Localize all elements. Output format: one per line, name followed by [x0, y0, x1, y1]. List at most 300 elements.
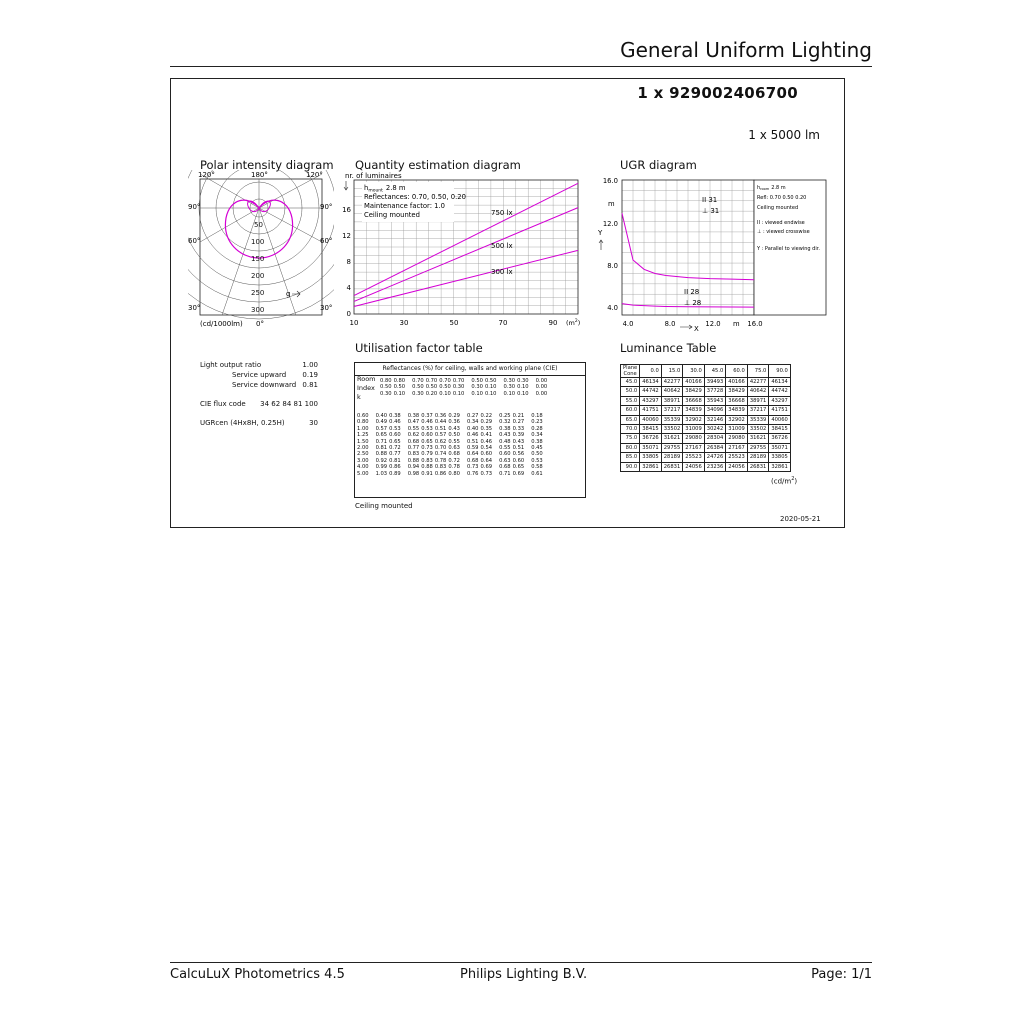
luminance-row [621, 425, 791, 434]
luminance-cone-cell: 90.0 [621, 462, 640, 471]
luminance-value-cell: 36668 [683, 396, 705, 405]
uf-value-cell: 0.99 [375, 464, 388, 471]
uf-value-cell: 0.47 [407, 419, 420, 426]
uf-value-cell: 0.86 [389, 464, 401, 471]
luminance-value-cell: 29755 [747, 443, 769, 452]
luminance-value-cell: 42277 [661, 378, 683, 387]
luminance-value-cell: 43297 [769, 396, 791, 405]
luminance-value-cell: 32902 [726, 415, 748, 424]
uf-value-cell: 0.21 [512, 413, 525, 419]
uf-value-cell: 0.83 [434, 464, 447, 471]
quantity-info-mounting: Ceiling mounted [364, 211, 420, 219]
uf-value-cell: 0.65 [389, 438, 401, 445]
uf-value-cell: 0.71 [499, 470, 511, 477]
stat-label: Service downward [232, 381, 297, 389]
uf-room-index-line: Index [357, 384, 375, 392]
luminance-value-cell: 24056 [726, 462, 748, 471]
luminance-value-cell: 35339 [747, 415, 769, 424]
footer-software: CalcuLuX Photometrics 4.5 [170, 967, 345, 982]
uf-value-cell: 0.89 [389, 470, 401, 477]
uf-room-index-line: k [357, 393, 361, 401]
uf-value-cell: 0.51 [466, 438, 479, 445]
uf-value-cell: 0.33 [512, 425, 525, 432]
ugr-x-axis-label: X [694, 325, 699, 333]
luminance-value-cell: 37217 [747, 406, 769, 415]
uf-value-cell: 0.88 [375, 451, 388, 458]
uf-reflectance-cell: 0.70 [425, 378, 438, 384]
uf-value-cell: 0.62 [407, 432, 420, 439]
uf-value-cell: 0.46 [389, 419, 401, 426]
uf-reflectance-cell: 0.10 [503, 390, 516, 397]
luminance-value-cell: 29080 [726, 434, 748, 443]
luminance-value-cell: 34839 [683, 406, 705, 415]
uf-value-row [356, 464, 544, 470]
uf-value-cell: 0.55 [407, 425, 420, 432]
luminance-value-cell: 31009 [683, 425, 705, 434]
quantity-series-label-500: 500 lx [491, 242, 513, 250]
uf-value-cell: 0.36 [448, 419, 460, 426]
issue-date: 2020-05-21 [780, 515, 821, 523]
uf-value-cell: 0.94 [407, 464, 420, 471]
luminance-value-cell: 28189 [747, 453, 769, 462]
uf-value-cell: 0.28 [531, 425, 543, 432]
uf-value-cell: 0.35 [480, 425, 493, 432]
uf-reflectance-row [379, 391, 548, 397]
uf-value-cell: 0.43 [499, 432, 511, 439]
uf-value-cell: 0.34 [466, 419, 479, 426]
uf-room-index-line: Room [357, 375, 376, 383]
luminance-value-cell: 35071 [640, 443, 662, 452]
uf-value-cell: 0.58 [531, 464, 543, 471]
uf-value-cell: 0.39 [512, 432, 525, 439]
luminance-value-cell: 35071 [769, 443, 791, 452]
luminance-value-cell: 34096 [704, 406, 726, 415]
quantity-y-tick: 12 [342, 232, 351, 240]
uf-values-grid [356, 413, 544, 477]
uf-room-index-cell: 1.00 [357, 425, 369, 432]
uf-value-cell: 0.56 [512, 451, 525, 458]
uf-value-cell: 0.81 [389, 457, 401, 464]
uf-reflectance-cell: 0.10 [517, 384, 529, 391]
uf-value-cell: 0.69 [512, 470, 525, 477]
ugr-x-tick: 12.0 [705, 320, 721, 328]
uf-value-cell: 1.03 [375, 470, 388, 477]
quantity-ylabel: nr. of luminaires [345, 172, 402, 180]
uf-reflectance-cell: 0.30 [412, 390, 424, 397]
uf-value-cell: 0.91 [421, 470, 433, 477]
luminance-row [621, 387, 791, 396]
uf-value-cell: 0.41 [480, 432, 493, 439]
polar-radial-label: 50 [254, 221, 263, 229]
quantity-series-label-300: 300 lx [491, 268, 513, 276]
uf-value-cell: 0.72 [389, 445, 401, 452]
polar-diagram [188, 170, 334, 332]
uf-value-cell: 0.68 [466, 457, 479, 464]
luminance-value-cell: 28189 [661, 453, 683, 462]
luminance-row [621, 462, 791, 471]
uf-value-cell: 0.40 [466, 425, 479, 432]
luminance-value-cell: 34839 [726, 406, 748, 415]
ugr-y-unit: m [608, 200, 615, 208]
luminance-col-header: 60.0 [726, 365, 748, 378]
uf-value-cell: 0.60 [421, 432, 433, 439]
ugr-y-tick: 16.0 [602, 177, 618, 185]
uf-value-cell: 0.74 [434, 451, 447, 458]
uf-room-index-cell: 2.50 [357, 451, 369, 458]
uf-room-index-cell: 5.00 [357, 470, 369, 477]
uf-value-cell: 0.63 [499, 457, 511, 464]
luminance-value-cell: 41751 [640, 406, 662, 415]
footer-page: Page: 1/1 [811, 967, 872, 982]
uf-value-cell: 0.76 [466, 470, 479, 477]
uf-value-cell: 0.46 [480, 438, 493, 445]
luminance-value-cell: 32902 [683, 415, 705, 424]
luminance-value-cell: 30242 [704, 425, 726, 434]
luminance-value-cell: 46134 [640, 378, 662, 387]
luminance-value-cell: 31621 [747, 434, 769, 443]
luminance-value-cell: 32146 [704, 415, 726, 424]
luminance-value-cell: 25523 [683, 453, 705, 462]
luminance-value-cell: 36668 [726, 396, 748, 405]
uf-value-cell: 0.46 [421, 419, 433, 426]
luminance-value-cell: 41751 [769, 406, 791, 415]
ugr-x-tick: 8.0 [664, 320, 676, 328]
polar-angle-right-60: 60° [320, 237, 333, 245]
quantity-series-label-750: 750 lx [491, 209, 513, 217]
uf-value-cell: 0.70 [434, 445, 447, 452]
luminance-value-cell: 24056 [683, 462, 705, 471]
luminance-col-header: 75.0 [747, 365, 769, 378]
uf-value-cell: 0.22 [480, 413, 493, 419]
ugr-bottom-endwise-label: II 28 [684, 288, 700, 296]
luminance-row [621, 434, 791, 443]
luminance-value-cell: 38971 [661, 396, 683, 405]
stat-label: Service upward [232, 371, 287, 379]
uf-room-index-cell: 3.00 [357, 457, 369, 464]
luminance-value-cell: 25523 [726, 453, 748, 462]
uf-reflectance-cell: 0.10 [452, 390, 465, 397]
luminance-corner-cell: Plane Cone [621, 365, 640, 378]
uf-value-cell: 0.83 [421, 457, 433, 464]
uf-value-cell: 0.48 [499, 438, 511, 445]
product-code: 1 x 929002406700 [637, 84, 798, 102]
luminance-value-cell: 43297 [640, 396, 662, 405]
uf-reflectance-cell: 0.70 [452, 378, 465, 384]
uf-value-cell: 0.86 [434, 470, 447, 477]
luminance-col-header: 45.0 [704, 365, 726, 378]
luminance-header-row [621, 365, 791, 378]
ugr-y-arrow-icon [599, 240, 603, 250]
uf-value-cell: 0.23 [531, 419, 543, 426]
luminance-value-cell: 36726 [640, 434, 662, 443]
quantity-x-tick: 10 [349, 319, 359, 327]
luminance-value-cell: 24726 [704, 453, 726, 462]
uf-reflectance-cell: 0.10 [484, 384, 497, 391]
uf-value-cell: 0.54 [480, 445, 493, 452]
luminance-row [621, 415, 791, 424]
stat-value: 0.81 [302, 381, 318, 389]
luminance-value-cell: 26831 [747, 462, 769, 471]
uf-value-cell: 0.98 [407, 470, 420, 477]
uf-value-cell: 0.77 [389, 451, 401, 458]
polar-angle-left-90: 90° [188, 203, 201, 211]
luminance-value-cell: 32861 [640, 462, 662, 471]
uf-reflectance-grid [379, 378, 548, 397]
uf-room-index-cell: 1.50 [357, 438, 369, 445]
luminance-value-cell: 38971 [747, 396, 769, 405]
ugr-x-unit: m [733, 320, 740, 328]
uf-value-cell: 0.29 [448, 413, 460, 419]
uf-value-cell: 0.38 [407, 413, 420, 419]
uf-value-cell: 0.81 [375, 445, 388, 452]
ugr-y-tick: 8.0 [607, 262, 618, 270]
uf-table-frame [354, 362, 586, 498]
uf-room-index-cell: 4.00 [357, 464, 369, 471]
photometric-stats [200, 360, 318, 428]
ugr-legend-hroom: $h_{room}$ 2.8 m [757, 185, 786, 191]
uf-value-cell: 0.78 [448, 464, 460, 471]
luminance-value-cell: 23236 [704, 462, 726, 471]
ugr-x-tick: 16.0 [747, 320, 763, 328]
ugr-legend-parallel: Y : Parallel to viewing dir. [757, 246, 820, 252]
uf-value-cell: 0.43 [512, 438, 525, 445]
luminance-value-cell: 26384 [704, 443, 726, 452]
ugr-legend-crosswise: ⊥ : viewed crosswise [757, 229, 810, 235]
uf-value-cell: 0.60 [480, 451, 493, 458]
uf-value-cell: 0.80 [448, 470, 460, 477]
uf-value-cell: 0.71 [375, 438, 388, 445]
ugr-x-arrow-icon [680, 325, 692, 329]
luminance-value-cell: 44742 [769, 387, 791, 396]
quantity-title: Quantity estimation diagram [355, 158, 521, 172]
ugr-top-crosswise-label: ⊥ 31 [702, 207, 720, 215]
uf-value-cell: 0.34 [531, 432, 543, 439]
uf-value-cell: 0.88 [407, 457, 420, 464]
luminance-unit: $(cd/m^2)$ [771, 476, 798, 486]
luminance-value-cell: 33805 [769, 453, 791, 462]
luminance-value-cell: 42277 [747, 378, 769, 387]
luminance-cone-cell: 65.0 [621, 415, 640, 424]
uf-value-cell: 0.88 [421, 464, 433, 471]
uf-reflectance-cell: 0.20 [425, 390, 438, 397]
stat-label: Light output ratio [200, 361, 262, 369]
stat-row [200, 380, 318, 390]
polar-title: Polar intensity diagram [200, 158, 334, 172]
polar-radial-label: 100 [251, 238, 265, 246]
luminance-value-cell: 27167 [683, 443, 705, 452]
luminance-cone-cell: 60.0 [621, 406, 640, 415]
uf-reflectance-cell: 0.30 [503, 384, 516, 391]
uf-value-row [356, 432, 544, 438]
uf-reflectance-cell: 0.00 [535, 384, 548, 391]
stat-value: 34 62 84 81 100 [260, 400, 318, 408]
luminance-value-cell: 40166 [726, 378, 748, 387]
uf-reflectance-cell: 0.30 [517, 378, 529, 384]
polar-gamma-arrow-icon [292, 291, 300, 297]
uf-reflectance-cell: 0.10 [484, 390, 497, 397]
ugr-bottom-crosswise-label: ⊥ 28 [684, 299, 702, 307]
luminance-cone-cell: 70.0 [621, 425, 640, 434]
ugr-diagram [594, 172, 834, 334]
uf-value-cell: 0.50 [531, 451, 543, 458]
uf-reflectance-cell: 0.80 [393, 378, 406, 384]
uf-reflectance-cell: 0.10 [439, 390, 451, 397]
stat-row [200, 399, 318, 409]
luminance-value-cell: 29755 [661, 443, 683, 452]
luminance-value-cell: 31009 [726, 425, 748, 434]
luminance-value-cell: 38415 [640, 425, 662, 434]
uf-value-cell: 0.68 [407, 438, 420, 445]
product-flux: 1 x 5000 lm [748, 128, 820, 142]
luminance-value-cell: 32861 [769, 462, 791, 471]
uf-value-cell: 0.18 [531, 413, 543, 419]
stat-row [200, 370, 318, 380]
luminance-value-cell: 40642 [747, 387, 769, 396]
ugr-title: UGR diagram [620, 158, 697, 172]
quantity-y-tick: 0 [346, 310, 351, 318]
uf-reflectance-cell: 0.10 [393, 390, 406, 397]
quantity-y-tick: 16 [342, 206, 351, 214]
stat-row [200, 418, 318, 428]
footer-company: Philips Lighting B.V. [460, 967, 588, 982]
polar-angle-bottom: 0° [256, 320, 264, 328]
luminance-value-cell: 38415 [769, 425, 791, 434]
uf-value-cell: 0.65 [375, 432, 388, 439]
uf-value-cell: 0.37 [421, 413, 433, 419]
stat-label: UGRcen (4Hx8H, 0.25H) [200, 419, 285, 427]
polar-angle-top-left: 120° [198, 171, 215, 179]
uf-reflectance-cell: 0.30 [503, 378, 516, 384]
uf-value-cell: 0.45 [531, 445, 543, 452]
ugr-top-endwise-label: II 31 [702, 196, 718, 204]
uf-reflectance-cell: 0.50 [425, 384, 438, 391]
luminance-value-cell: 31621 [661, 434, 683, 443]
polar-angle-top-right: 120° [306, 171, 323, 179]
uf-value-row [356, 419, 544, 425]
uf-value-cell: 0.53 [389, 425, 401, 432]
quantity-x-tick: 70 [498, 319, 508, 327]
quantity-x-tick: 90 [548, 319, 558, 327]
quantity-diagram [340, 170, 588, 330]
stat-value: 0.19 [302, 371, 318, 379]
uf-value-cell: 0.55 [448, 438, 460, 445]
luminance-value-cell: 35339 [661, 415, 683, 424]
uf-reflectance-row [379, 384, 548, 390]
luminance-col-header: 0.0 [640, 365, 662, 378]
uf-value-cell: 0.65 [512, 464, 525, 471]
luminance-row [621, 453, 791, 462]
uf-reflectance-cell: 0.50 [393, 384, 406, 391]
uf-value-cell: 0.46 [466, 432, 479, 439]
quantity-info-hmount: $h_{mount}$ 2.8 m [364, 184, 406, 194]
uf-value-cell: 0.60 [499, 451, 511, 458]
uf-room-index-cell: 0.80 [357, 419, 369, 426]
polar-gamma-label: g [286, 290, 291, 298]
polar-angle-top-mid: 180° [251, 171, 268, 179]
luminance-cone-cell: 55.0 [621, 396, 640, 405]
uf-value-cell: 0.36 [434, 413, 447, 419]
ugr-legend-mounting: Ceiling mounted [757, 205, 799, 211]
ugr-legend-refl: Refl: 0.70 0.50 0.20 [757, 195, 807, 201]
uf-reflectance-cell: 0.50 [439, 384, 451, 391]
luminance-col-header: 15.0 [661, 365, 683, 378]
stat-value: 30 [309, 419, 318, 427]
luminance-value-cell: 37217 [661, 406, 683, 415]
luminance-row [621, 378, 791, 387]
luminance-value-cell: 37728 [704, 387, 726, 396]
luminance-cone-cell: 75.0 [621, 434, 640, 443]
polar-angle-left-30: 30° [188, 304, 201, 312]
uf-value-cell: 0.32 [499, 419, 511, 426]
ugr-x-tick: 4.0 [622, 320, 634, 328]
uf-value-cell: 0.64 [466, 451, 479, 458]
uf-value-cell: 0.62 [434, 438, 447, 445]
uf-footer: Ceiling mounted [355, 502, 413, 510]
luminance-value-cell: 40166 [683, 378, 705, 387]
uf-value-cell: 0.57 [375, 425, 388, 432]
uf-value-cell: 0.60 [389, 432, 401, 439]
uf-value-cell: 0.49 [375, 419, 388, 426]
polar-angle-right-30: 30° [320, 304, 333, 312]
ugr-y-tick: 4.0 [607, 304, 618, 312]
uf-reflectance-cell: 0.50 [412, 384, 424, 391]
uf-value-cell: 0.68 [448, 451, 460, 458]
ugr-y-tick: 12.0 [602, 220, 618, 228]
uf-value-cell: 0.27 [512, 419, 525, 426]
uf-reflectance-cell: 0.50 [380, 384, 392, 391]
quantity-y-tick: 8 [346, 258, 351, 266]
luminance-value-cell: 33502 [747, 425, 769, 434]
uf-value-cell: 0.53 [421, 425, 433, 432]
uf-value-cell: 0.65 [421, 438, 433, 445]
uf-title: Utilisation factor table [355, 341, 483, 355]
luminance-row [621, 406, 791, 415]
stat-row [200, 360, 318, 370]
uf-reflectance-cell: 0.10 [471, 390, 483, 397]
uf-value-cell: 0.51 [434, 425, 447, 432]
quantity-x-unit: $(m^2)$ [566, 319, 581, 327]
uf-room-index-cell: 1.25 [357, 432, 369, 439]
uf-value-cell: 0.59 [466, 445, 479, 452]
luminance-title: Luminance Table [620, 341, 717, 355]
luminance-value-cell: 39493 [704, 378, 726, 387]
uf-table-head: Reflectances (%) for ceiling, walls and working plane (CIE) [355, 363, 585, 376]
uf-value-cell: 0.61 [531, 470, 543, 477]
quantity-y-arrow-icon [344, 181, 348, 190]
uf-value-cell: 0.63 [448, 445, 460, 452]
uf-room-index-cell: 2.00 [357, 445, 369, 452]
luminance-value-cell: 38429 [726, 387, 748, 396]
luminance-value-cell: 27167 [726, 443, 748, 452]
uf-value-row [356, 451, 544, 457]
uf-room-index-label [355, 375, 376, 402]
luminance-value-cell: 29080 [683, 434, 705, 443]
ugr-y-axis-label: Y [598, 229, 603, 237]
uf-value-cell: 0.50 [448, 432, 460, 439]
quantity-x-tick: 30 [399, 319, 409, 327]
quantity-x-tick: 50 [449, 319, 459, 327]
uf-reflectance-cell: 0.30 [471, 384, 483, 391]
luminance-row [621, 443, 791, 452]
luminance-col-header: 30.0 [683, 365, 705, 378]
uf-room-index-cell: 0.60 [357, 413, 369, 419]
stat-label: CIE flux code [200, 400, 246, 408]
uf-reflectance-cell: 0.80 [380, 378, 392, 384]
luminance-table [620, 364, 791, 472]
uf-value-cell: 0.73 [421, 445, 433, 452]
uf-value-cell: 0.68 [499, 464, 511, 471]
uf-value-cell: 0.83 [407, 451, 420, 458]
